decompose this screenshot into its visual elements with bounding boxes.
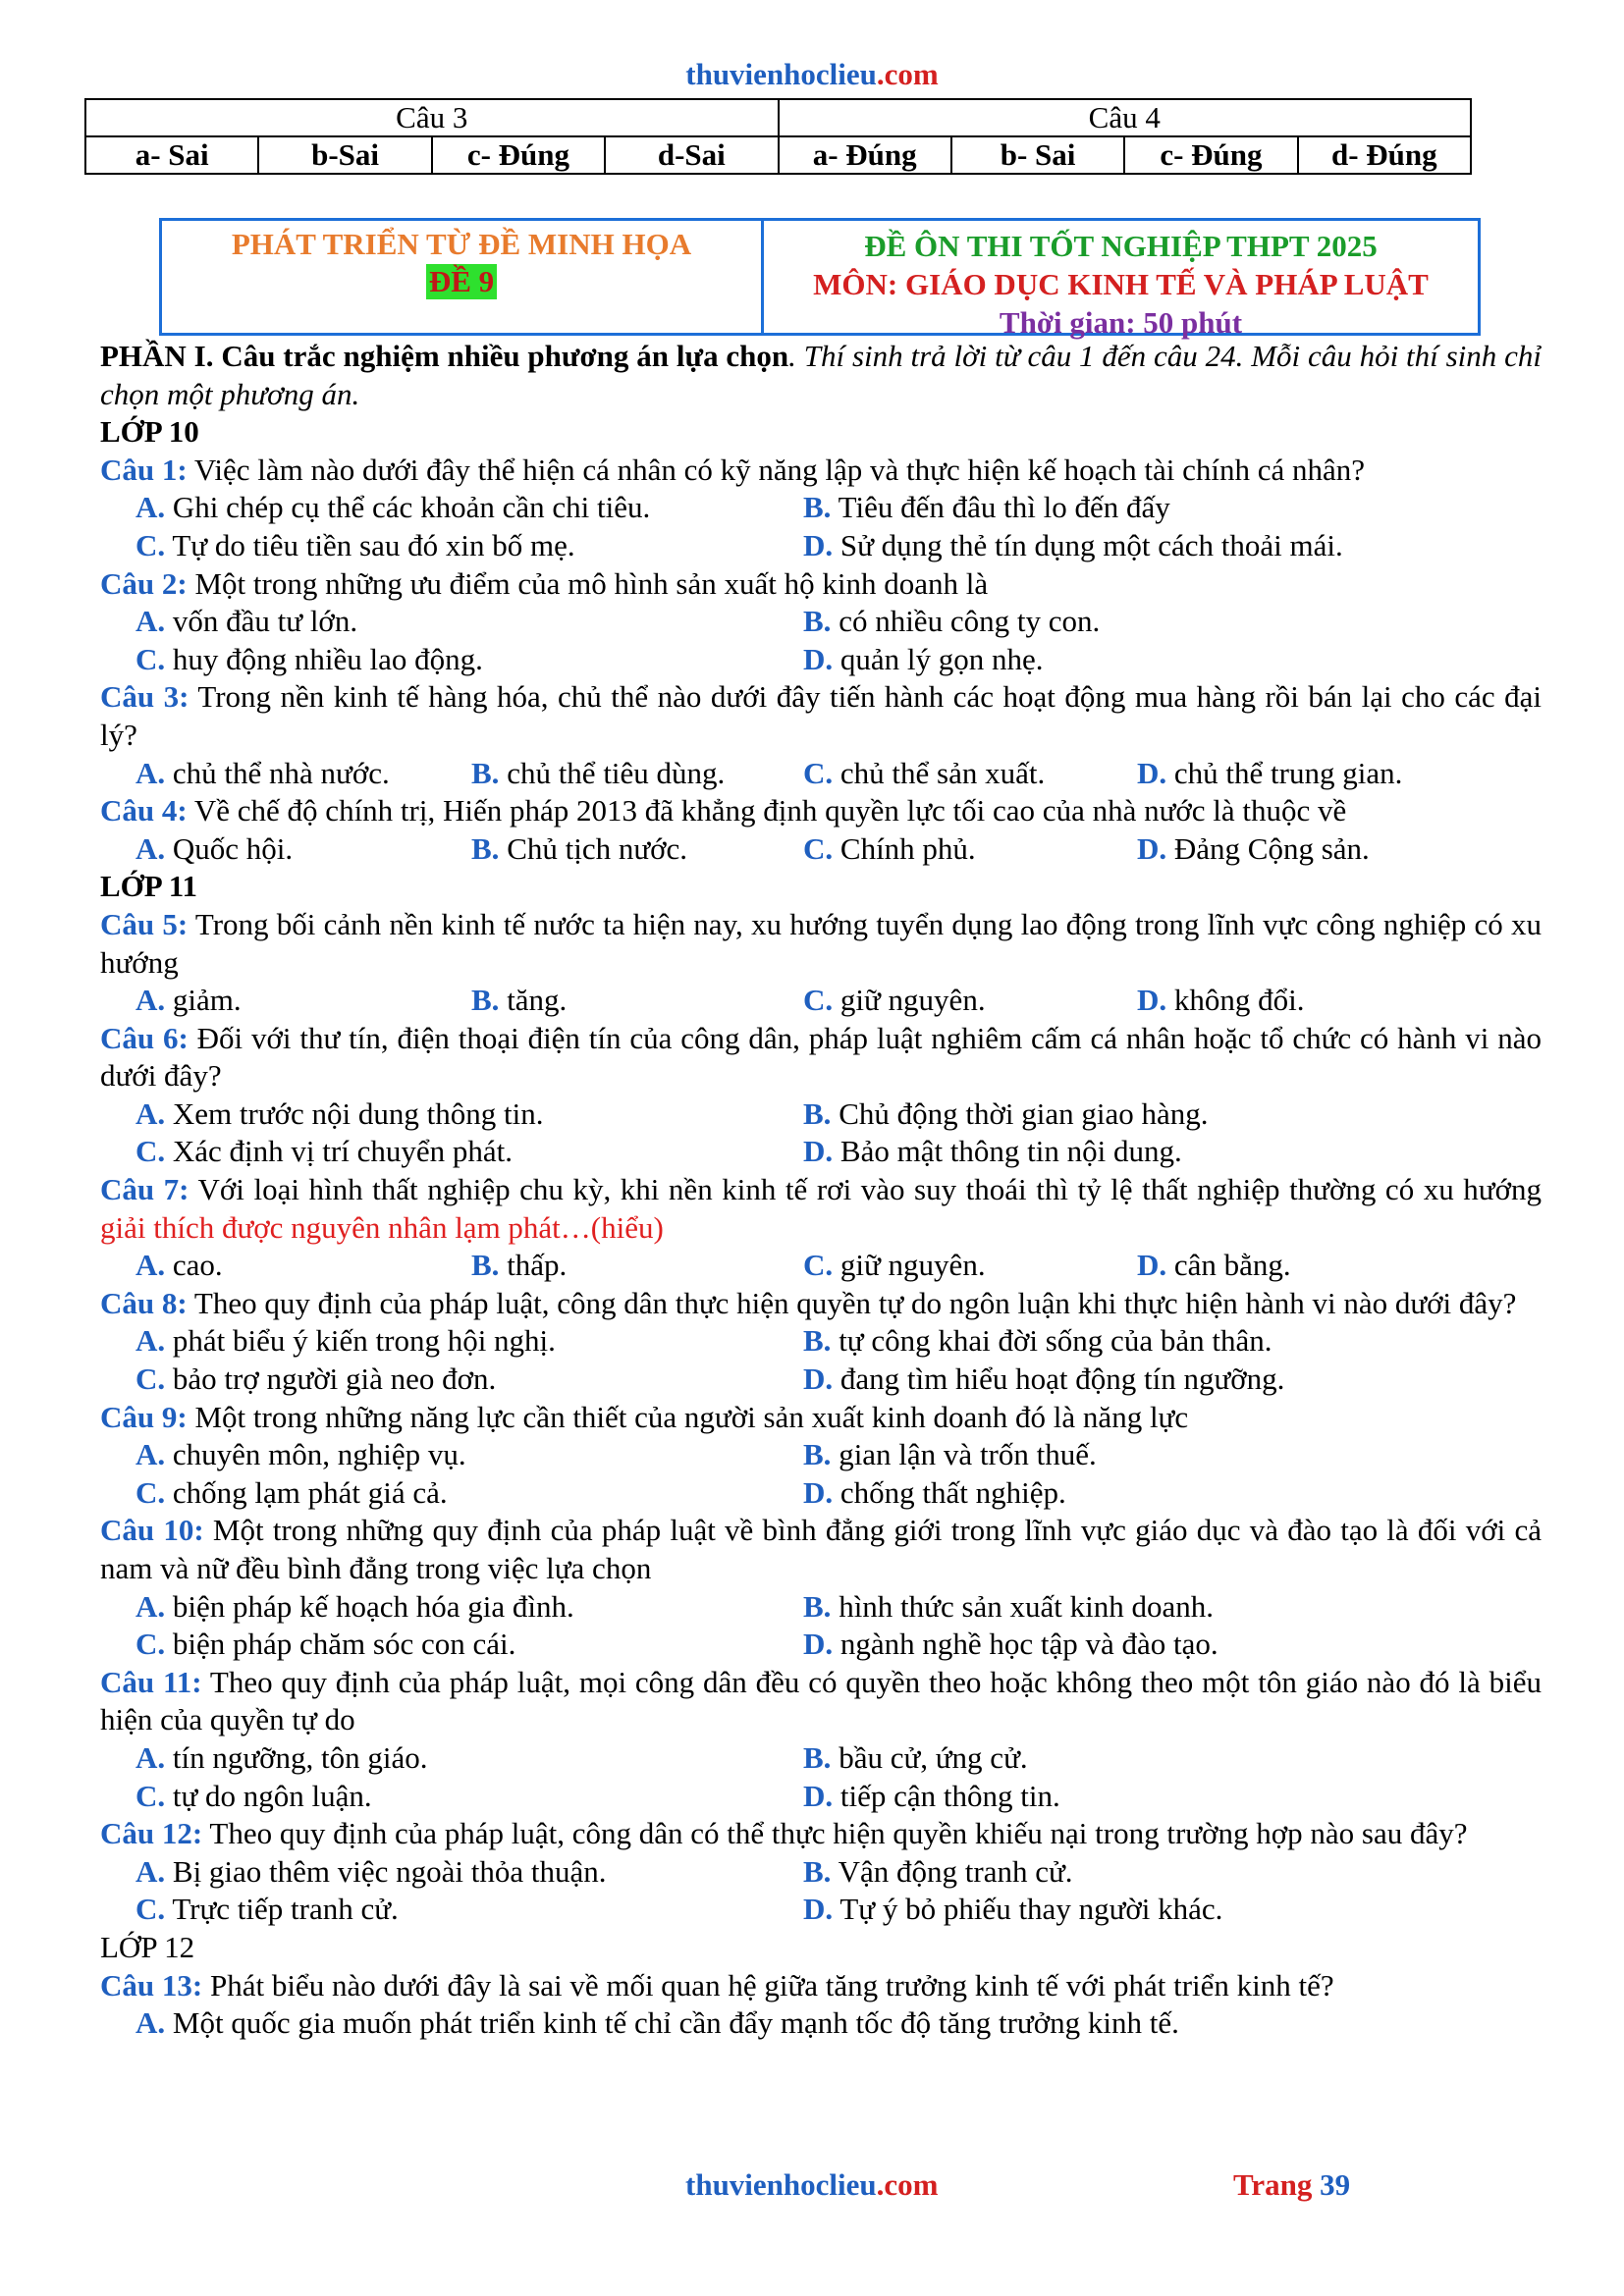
option-text: biện pháp kế hoạch hóa gia đình. (165, 1588, 574, 1624)
question (100, 1020, 1542, 1095)
option-key: C. (135, 1892, 166, 1927)
question-label: Câu 11: (100, 1664, 202, 1699)
option-key: A. (135, 1739, 166, 1775)
option-key: D. (1137, 830, 1167, 866)
option[interactable] (803, 1891, 1222, 1929)
grade-heading: LỚP 11 (100, 869, 198, 904)
option[interactable] (471, 830, 687, 869)
option-text: Tiêu đến đâu thì lo đến đấy (831, 490, 1170, 525)
option[interactable] (135, 1436, 466, 1474)
option[interactable] (471, 1247, 567, 1285)
option-row (100, 830, 1542, 869)
option-key: B. (803, 1323, 832, 1359)
option[interactable] (135, 1361, 496, 1399)
option[interactable] (135, 603, 357, 641)
option-key: C. (135, 641, 166, 676)
option-key: B. (803, 1095, 832, 1131)
question-text: Với loại hình thất nghiệp chu kỳ, khi nền kinh tế rơi vào suy thoái thì tỷ lệ thất nghiệp thường có xu hướng (189, 1172, 1543, 1207)
option-text: Ghi chép cụ thể các khoản cần chi tiêu. (165, 490, 651, 525)
option-text: Sử dụng thẻ tín dụng một cách thoải mái. (833, 527, 1343, 562)
option-row (100, 1322, 1542, 1361)
option[interactable] (135, 1247, 223, 1285)
footer-site-name: thuvienhoclieu (685, 2167, 877, 2202)
option-key: B. (803, 1853, 832, 1889)
question-note: giải thích được nguyên nhân lạm phát…(hiểu) (100, 1209, 664, 1245)
option-key: C. (135, 1474, 166, 1510)
option[interactable] (135, 1322, 556, 1361)
option-text: cân bằng. (1166, 1248, 1291, 1283)
option-text: giảm. (165, 983, 242, 1018)
option-text: ngành nghề học tập và đào tạo. (833, 1627, 1218, 1662)
question (100, 1664, 1542, 1739)
exam-title: ĐỀ ÔN THI TỐT NGHIỆP THPT 2025 (864, 229, 1378, 263)
answer-cell: a- Sai (85, 136, 258, 174)
answer-cell: a- Đúng (779, 136, 951, 174)
option[interactable] (135, 1095, 544, 1134)
option-key: C. (803, 755, 834, 790)
site-suffix: .com (876, 57, 939, 91)
question-label: Câu 1: (100, 452, 188, 487)
option-text: Bị giao thêm việc ngoài thỏa thuận. (165, 1853, 607, 1889)
option[interactable] (803, 755, 1045, 793)
grade-heading: LỚP 10 (100, 414, 199, 450)
part-instruction: . Thí sinh trả lời từ câu 1 đến câu 24. Mỗi câu hỏi thí sinh chỉ chọn một phương án. (100, 339, 1542, 411)
question-text: Theo quy định của pháp luật, công dân có thể thực hiện quyền khiếu nại trong trường hợp nào sau đây? (202, 1816, 1468, 1851)
page-footer (0, 2167, 1624, 2207)
footer-site (685, 2167, 939, 2203)
option-text: không đổi. (1166, 983, 1305, 1018)
site-header (0, 57, 1624, 92)
option-text: Tự ý bỏ phiếu thay người khác. (833, 1892, 1223, 1927)
option-key: A. (135, 2005, 166, 2041)
question-label: Câu 7: (100, 1172, 189, 1207)
exam-subject: MÔN: GIÁO DỤC KINH TẾ VÀ PHÁP LUẬT (813, 267, 1429, 301)
option-row (100, 489, 1542, 527)
footer-site-suffix: .com (876, 2167, 939, 2202)
option-text: Xem trước nội dung thông tin. (165, 1095, 544, 1131)
option-key: B. (471, 1248, 500, 1283)
option-row (100, 1853, 1542, 1892)
option-text: chống lạm phát giá cả. (165, 1474, 448, 1510)
option[interactable] (135, 1588, 574, 1627)
option[interactable] (135, 830, 293, 869)
option-key: D. (1137, 983, 1167, 1018)
option[interactable] (135, 755, 390, 793)
question-label: Câu 2: (100, 565, 188, 601)
option-text: hình thức sản xuất kinh doanh. (831, 1588, 1215, 1624)
question-text: Theo quy định của pháp luật, công dân thực hiện quyền tự do ngôn luận khi thực hiện hành vi nào dưới đây? (187, 1285, 1517, 1320)
option[interactable] (803, 1436, 1097, 1474)
option-text: Vận động tranh cử. (831, 1853, 1073, 1889)
question-label: Câu 9: (100, 1399, 188, 1434)
option[interactable] (135, 1778, 372, 1816)
answer-cell: b- Sai (951, 136, 1124, 174)
option-key: B. (803, 1739, 832, 1775)
option-row (100, 641, 1542, 679)
site-name: thuvienhoclieu (685, 57, 877, 91)
option[interactable] (803, 1133, 1182, 1171)
option-key: D. (803, 1134, 834, 1169)
option-row (100, 1095, 1542, 1134)
option[interactable] (803, 1778, 1060, 1816)
option[interactable] (135, 1474, 448, 1513)
option-text: Đảng Cộng sản. (1166, 830, 1370, 866)
question-label: Câu 8: (100, 1285, 188, 1320)
exam-time: Thời gian: 50 phút (999, 305, 1243, 340)
option-text: Trực tiếp tranh cử. (165, 1892, 399, 1927)
option-key: D. (803, 527, 834, 562)
option[interactable] (803, 1588, 1214, 1627)
option-key: D. (803, 1474, 834, 1510)
option-key: B. (803, 1588, 832, 1624)
option[interactable] (471, 755, 725, 793)
answer-group-header: Câu 4 (779, 99, 1472, 136)
option-text: bảo trợ người già neo đơn. (165, 1362, 497, 1397)
option-row (100, 1739, 1542, 1778)
question (100, 792, 1542, 830)
question-text: Trong bối cảnh nền kinh tế nước ta hiện nay, xu hướng tuyển dụng lao động trong lĩnh vực công nghiệp có xu hướng (100, 906, 1543, 980)
exam-details (764, 221, 1478, 340)
option[interactable] (135, 1853, 607, 1892)
option-text: chủ thể trung gian. (1166, 755, 1403, 790)
option[interactable] (1137, 830, 1370, 869)
option[interactable] (135, 1891, 399, 1929)
option-text: chủ thể sản xuất. (833, 755, 1046, 790)
option-key: B. (471, 755, 500, 790)
page-label: Trang (1233, 2167, 1321, 2202)
option-key: A. (135, 1323, 166, 1359)
option-key: C. (803, 983, 834, 1018)
option-key: C. (135, 1778, 166, 1813)
option-key: B. (803, 1437, 832, 1472)
option-text: tự công khai đời sống của bản thân. (831, 1323, 1272, 1359)
option-row (100, 603, 1542, 641)
option-key: C. (135, 1627, 166, 1662)
option-text: Quốc hội. (165, 830, 294, 866)
option-row (100, 1247, 1542, 1285)
option-key: A. (135, 604, 166, 639)
option[interactable] (803, 1474, 1066, 1513)
option-text: chủ thể tiêu dùng. (499, 755, 726, 790)
option-text: bầu cử, ứng cử. (831, 1739, 1028, 1775)
exam-number: ĐỀ 9 (426, 264, 497, 299)
option-row (100, 1778, 1542, 1816)
question (100, 906, 1542, 982)
option-key: D. (803, 641, 834, 676)
option-text: có nhiều công ty con. (831, 604, 1101, 639)
option-key: A. (135, 1437, 166, 1472)
option-key: D. (803, 1627, 834, 1662)
option-key: D. (803, 1362, 834, 1397)
question-text: Phát biểu nào dưới đây là sai về mối quan hệ giữa tăng trưởng kinh tế với phát triển kinh tế? (202, 1967, 1334, 2002)
question-label: Câu 12: (100, 1816, 203, 1851)
option[interactable] (803, 830, 976, 869)
question-label: Câu 5: (100, 906, 189, 941)
question (100, 1512, 1542, 1587)
option-text: Tự do tiêu tiền sau đó xin bố mẹ. (165, 527, 575, 562)
option-key: C. (135, 527, 166, 562)
option-row (100, 1588, 1542, 1627)
option-text: phát biểu ý kiến trong hội nghị. (165, 1323, 556, 1359)
question-label: Câu 4: (100, 793, 188, 828)
option-key: A. (135, 1248, 166, 1283)
question-label: Câu 3: (100, 679, 189, 715)
option-row (100, 1891, 1542, 1929)
option-key: C. (135, 1134, 166, 1169)
option-key: B. (471, 830, 500, 866)
option[interactable] (1137, 1247, 1291, 1285)
option[interactable] (803, 603, 1100, 641)
option[interactable] (135, 1739, 428, 1778)
question-text: Việc làm nào dưới đây thể hiện cá nhân có kỹ năng lập và thực hiện kế hoạch tài chính cá nhân? (187, 452, 1366, 487)
option-text: tăng. (499, 983, 568, 1018)
option-text: vốn đầu tư lớn. (165, 604, 358, 639)
option-key: A. (135, 1588, 166, 1624)
answer-table (84, 98, 1472, 175)
option[interactable] (135, 2004, 1179, 2043)
option-text: Chủ động thời gian giao hàng. (831, 1095, 1209, 1131)
option-text: Bảo mật thông tin nội dung. (833, 1134, 1182, 1169)
option[interactable] (135, 641, 483, 679)
option-text: đang tìm hiểu hoạt động tín ngưỡng. (833, 1362, 1285, 1397)
option-text: Một quốc gia muốn phát triển kinh tế chỉ cần đẩy mạnh tốc độ tăng trưởng kinh tế. (165, 2005, 1179, 2041)
option-text: tín ngưỡng, tôn giáo. (165, 1739, 428, 1775)
option-text: chuyên môn, nghiệp vụ. (165, 1437, 466, 1472)
option[interactable] (803, 1322, 1272, 1361)
answer-cell: d-Sai (605, 136, 778, 174)
question-text: Một trong những quy định của pháp luật về bình đẳng giới trong lĩnh vực giáo dục và đào tạo là đối với cả nam và nữ đều bình đẳng trong việc lựa chọn (100, 1513, 1543, 1585)
part-title: PHẦN I. Câu trắc nghiệm nhiều phương án lựa chọn (100, 339, 789, 373)
option-text: chủ thể nhà nước. (165, 755, 390, 790)
option-text: thấp. (499, 1248, 568, 1283)
question (100, 678, 1542, 754)
question (100, 1815, 1542, 1853)
option-key: C. (135, 1362, 166, 1397)
question (100, 1285, 1542, 1323)
question (100, 1171, 1542, 1247)
option-row (100, 1474, 1542, 1513)
question-text: Theo quy định của pháp luật, mọi công dân đều có quyền theo hoặc không theo một tôn giáo nào đó là biểu hiện của quyền tự do (100, 1664, 1542, 1737)
option-key: A. (135, 1095, 166, 1131)
answer-group-header: Câu 3 (85, 99, 779, 136)
question-label: Câu 13: (100, 1967, 203, 2002)
option-text: tiếp cận thông tin. (833, 1778, 1060, 1813)
option-row (100, 2004, 1542, 2043)
option[interactable] (135, 527, 575, 565)
option-row (100, 1436, 1542, 1474)
exam-source-title: PHÁT TRIỂN TỪ ĐỀ MINH HỌA (231, 227, 692, 261)
option[interactable] (135, 1133, 513, 1171)
exam-info-box (159, 218, 1481, 340)
option[interactable] (471, 982, 567, 1020)
exam-source (162, 221, 764, 333)
question (100, 565, 1542, 604)
option[interactable] (135, 489, 650, 527)
question-label: Câu 10: (100, 1513, 204, 1548)
option-key: A. (135, 1853, 166, 1889)
option-key: B. (803, 490, 832, 525)
page-number (1233, 2167, 1350, 2203)
page-number-value: 39 (1320, 2167, 1351, 2202)
option-row (100, 982, 1542, 1020)
question-label: Câu 6: (100, 1020, 189, 1055)
question-text: Trong nền kinh tế hàng hóa, chủ thể nào dưới đây tiến hành các hoạt động mua hàng rồi bán lại cho các đại lý? (100, 679, 1542, 752)
answer-cell: c- Đúng (1124, 136, 1297, 174)
question (100, 452, 1542, 490)
option[interactable] (1137, 982, 1305, 1020)
option-key: A. (135, 490, 166, 525)
answer-cell: d- Đúng (1298, 136, 1471, 174)
question-text: Một trong những ưu điểm của mô hình sản xuất hộ kinh doanh là (187, 565, 989, 601)
option-row (100, 1133, 1542, 1171)
option-text: tự do ngôn luận. (165, 1778, 372, 1813)
option-key: D. (1137, 1248, 1167, 1283)
option-text: cao. (165, 1248, 223, 1283)
option-key: A. (135, 830, 166, 866)
option-text: Chủ tịch nước. (499, 830, 688, 866)
answer-cell: b-Sai (258, 136, 431, 174)
option[interactable] (803, 1361, 1284, 1399)
part-heading (100, 338, 1542, 413)
option-row (100, 1626, 1542, 1664)
exam-content (100, 338, 1542, 2043)
option[interactable] (803, 1626, 1218, 1664)
option-text: Chính phủ. (833, 830, 976, 866)
option[interactable] (803, 1853, 1073, 1892)
option-text: Xác định vị trí chuyển phát. (165, 1134, 513, 1169)
option-text: huy động nhiều lao động. (165, 641, 483, 676)
option-key: D. (803, 1892, 834, 1927)
option[interactable] (803, 641, 1044, 679)
option-row (100, 755, 1542, 793)
option-text: biện pháp chăm sóc con cái. (165, 1627, 516, 1662)
option[interactable] (135, 982, 242, 1020)
option-text: gian lận và trốn thuế. (831, 1437, 1097, 1472)
option[interactable] (135, 1626, 515, 1664)
option-key: D. (803, 1778, 834, 1813)
option-key: D. (1137, 755, 1167, 790)
option-row (100, 1361, 1542, 1399)
option-text: giữ nguyên. (833, 1248, 986, 1283)
option-text: giữ nguyên. (833, 983, 986, 1018)
question (100, 1399, 1542, 1437)
option-key: B. (803, 604, 832, 639)
answer-cell: c- Đúng (432, 136, 605, 174)
grade-heading: LỚP 12 (100, 1929, 195, 1964)
option[interactable] (1137, 755, 1402, 793)
option[interactable] (803, 1739, 1028, 1778)
question-text: Một trong những năng lực cần thiết của người sản xuất kinh doanh đó là năng lực (187, 1399, 1189, 1434)
option-text: chống thất nghiệp. (833, 1474, 1066, 1510)
option[interactable] (803, 1247, 986, 1285)
option[interactable] (803, 1095, 1209, 1134)
option-key: A. (135, 755, 166, 790)
question-text: Về chế độ chính trị, Hiến pháp 2013 đã khẳng định quyền lực tối cao của nhà nước là thuộc về (187, 793, 1347, 828)
option-key: C. (803, 830, 834, 866)
option-row (100, 527, 1542, 565)
option-key: A. (135, 983, 166, 1018)
option[interactable] (803, 489, 1170, 527)
question (100, 1967, 1542, 2005)
option[interactable] (803, 527, 1343, 565)
option-key: B. (471, 983, 500, 1018)
option-text: quản lý gọn nhẹ. (833, 641, 1044, 676)
option[interactable] (803, 982, 986, 1020)
option-key: C. (803, 1248, 834, 1283)
question-text: Đối với thư tín, điện thoại điện tín của công dân, pháp luật nghiêm cấm cá nhân hoặc tổ chức có hành vi nào dưới đây? (100, 1020, 1542, 1094)
